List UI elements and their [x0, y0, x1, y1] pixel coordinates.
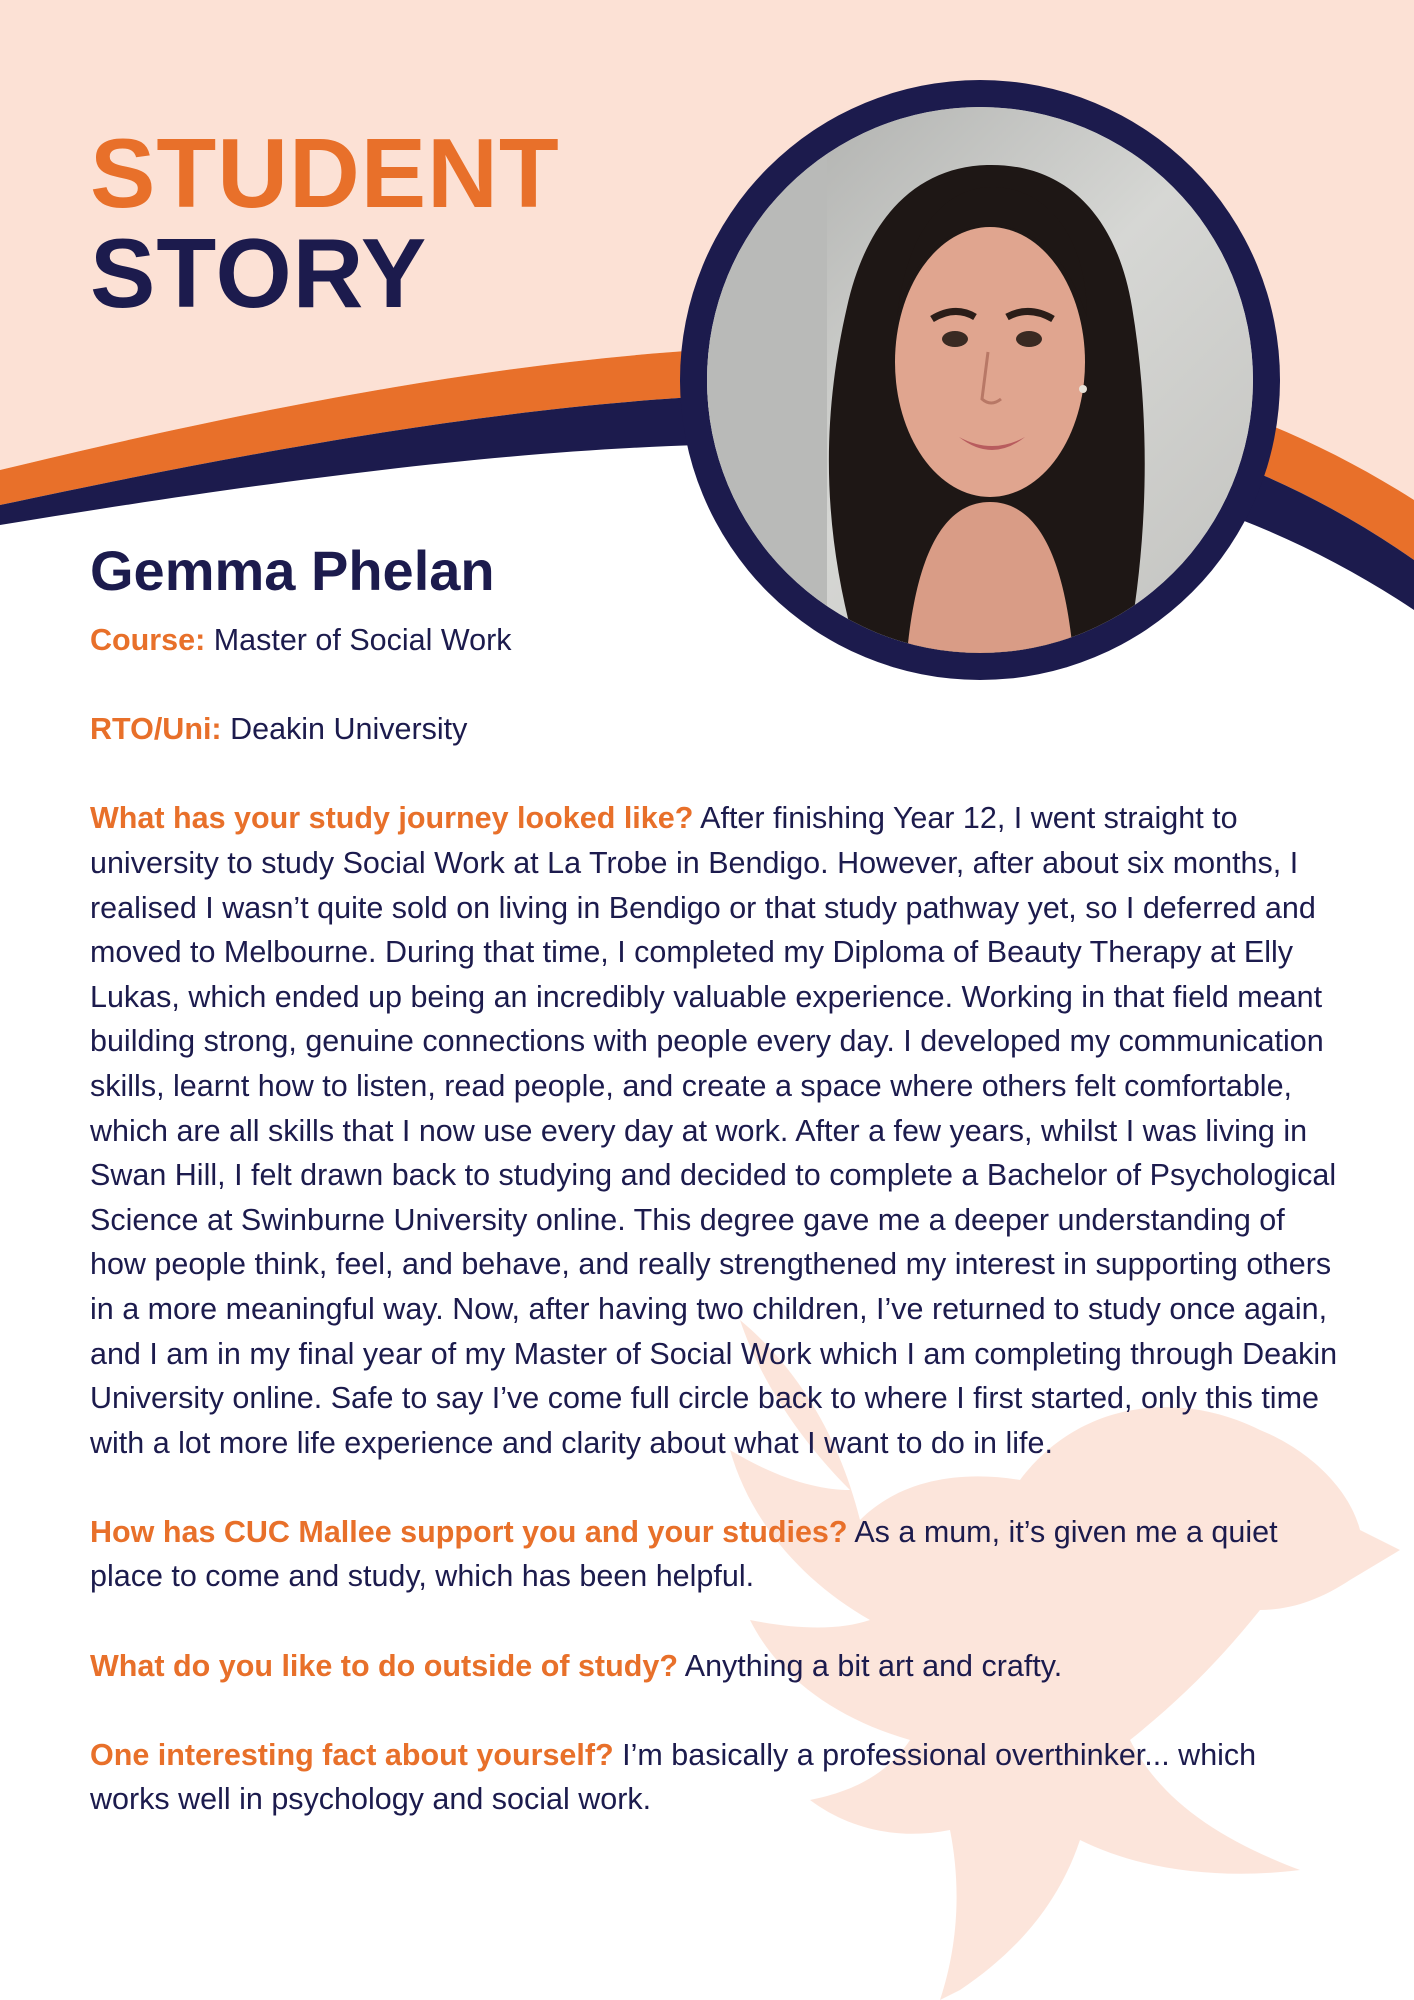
story-content: [90, 618, 1340, 1867]
course-value: Master of Social Work: [213, 623, 512, 657]
photo-frame: [680, 80, 1280, 680]
question: What do you like to do outside of study?: [90, 1648, 678, 1683]
title-line-2: STORY: [90, 218, 428, 328]
institution-field: [90, 707, 1340, 752]
qa-outside-study: [90, 1644, 1340, 1689]
institution-value: Deakin University: [230, 712, 468, 747]
answer: Anything a bit art and crafty.: [684, 1648, 1063, 1683]
question: How has CUC Mallee support you and your studies?: [90, 1514, 848, 1549]
answer: After finishing Year 12, I went straight to university to study Social Work at La Trobe in Bendigo. However, after about six months, I realised I wasn’t quite sold on living in Bendigo or that study pathway yet, so I deferred and moved to Melbourne. During that time, I completed my Diploma of Beauty Therapy at Elly Lukas, which ended up being an incredibly valuable experience. Working in that field meant building strong, genuine connections with people every day. I developed my communication skills, learnt how to listen, read people, and create a space where others felt comfortable, which are all skills that I now use every day at work. After a few years, whilst I was living in Swan Hill, I felt drawn back to studying and decided to complete a Bachelor of Psychological Science at Swinburne University online. This degree gave me a deeper understanding of how people think, feel, and behave, and really strengthened my interest in supporting others in a more meaningful way. Now, after having two children, I’ve returned to study once again, and I am in my final year of my Master of Social Work which I am completing through Deakin University online. Safe to say I’ve come full circle back to where I first started, only this time with a lot more life experience and clarity about what I want to do in life.: [90, 801, 1338, 1460]
question: What has your study journey looked like?: [90, 801, 694, 836]
qa-study-journey: [90, 796, 1340, 1465]
qa-interesting-fact: [90, 1733, 1340, 1822]
course-label: Course:: [90, 623, 206, 657]
answer: As a mum, it’s given me a quiet place to come and study, which has been helpful.: [90, 1514, 1278, 1594]
student-name: Gemma Phelan: [90, 539, 495, 602]
institution-label: RTO/Uni:: [90, 712, 222, 747]
question: One interesting fact about yourself?: [90, 1737, 614, 1772]
answer: I’m basically a professional overthinker... which works well in psychology and social work.: [90, 1737, 1257, 1817]
portrait-photo: [707, 107, 1253, 653]
title-line-1: STUDENT: [90, 118, 560, 228]
qa-cuc-support: [90, 1510, 1340, 1599]
